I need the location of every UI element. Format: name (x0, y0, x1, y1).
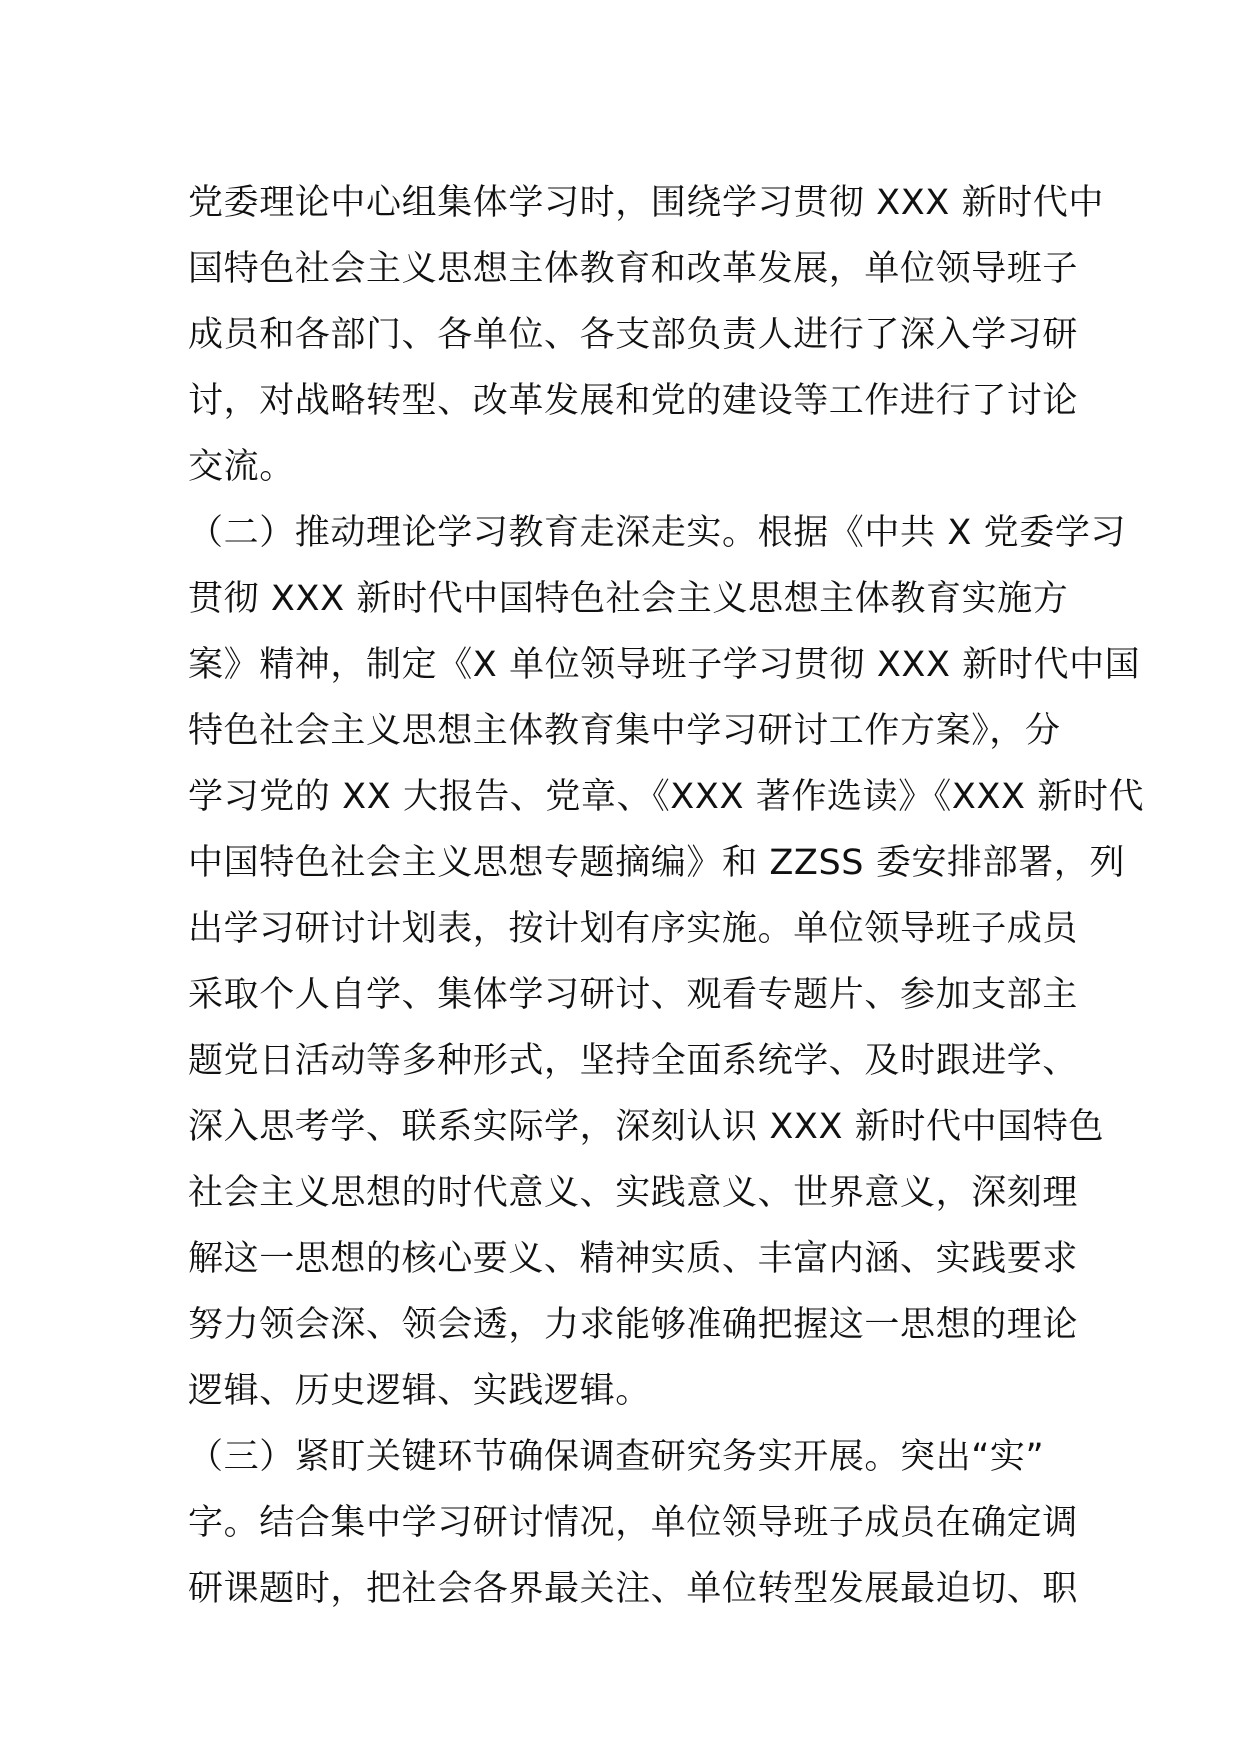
text-line: 题党日活动等多种形式，坚持全面系统学、及时跟进学、 (188, 1041, 1079, 1081)
section-heading-line: （二）推动理论学习教育走深走实。根据《中共 X 党委学习 (188, 513, 1127, 553)
section-heading-line: （三）紧盯关键环节确保调查研究务实开展。突出“实” (188, 1437, 1045, 1477)
document-body (188, 170, 1145, 1622)
text-line: 案》精神，制定《X 单位领导班子学习贯彻 XXX 新时代中国 (188, 645, 1141, 685)
text-line: 出学习研讨计划表，按计划有序实施。单位领导班子成员 (188, 909, 1079, 949)
text-line: 特色社会主义思想主体教育集中学习研讨工作方案》，分 (188, 711, 1061, 751)
text-line: 采取个人自学、集体学习研讨、观看专题片、参加支部主 (188, 975, 1079, 1015)
text-line: 深入思考学、联系实际学，深刻认识 XXX 新时代中国特色 (188, 1107, 1104, 1147)
text-line: 字。结合集中学习研讨情况，单位领导班子成员在确定调 (188, 1503, 1079, 1543)
text-line: 成员和各部门、各单位、各支部负责人进行了深入学习研 (188, 315, 1079, 355)
text-line: 社会主义思想的时代意义、实践意义、世界意义，深刻理 (188, 1173, 1079, 1213)
text-line: 国特色社会主义思想主体教育和改革发展，单位领导班子 (188, 249, 1079, 289)
text-line: 逻辑、历史逻辑、实践逻辑。 (188, 1371, 651, 1411)
text-line: 党委理论中心组集体学习时，围绕学习贯彻 XXX 新时代中 (188, 183, 1104, 223)
text-line: 努力领会深、领会透，力求能够准确把握这一思想的理论 (188, 1305, 1079, 1345)
text-line: 解这一思想的核心要义、精神实质、丰富内涵、实践要求 (188, 1239, 1079, 1279)
text-line: 研课题时，把社会各界最关注、单位转型发展最迫切、职 (188, 1569, 1079, 1609)
text-line: 中国特色社会主义思想专题摘编》和 ZZSS 委安排部署，列 (188, 843, 1126, 883)
text-line: 贯彻 XXX 新时代中国特色社会主义思想主体教育实施方 (188, 579, 1069, 619)
text-line: 学习党的 XX 大报告、党章、《XXX 著作选读》《XXX 新时代 (188, 777, 1145, 817)
text-line: 讨，对战略转型、改革发展和党的建设等工作进行了讨论 (188, 381, 1079, 421)
text-line: 交流。 (188, 447, 295, 487)
